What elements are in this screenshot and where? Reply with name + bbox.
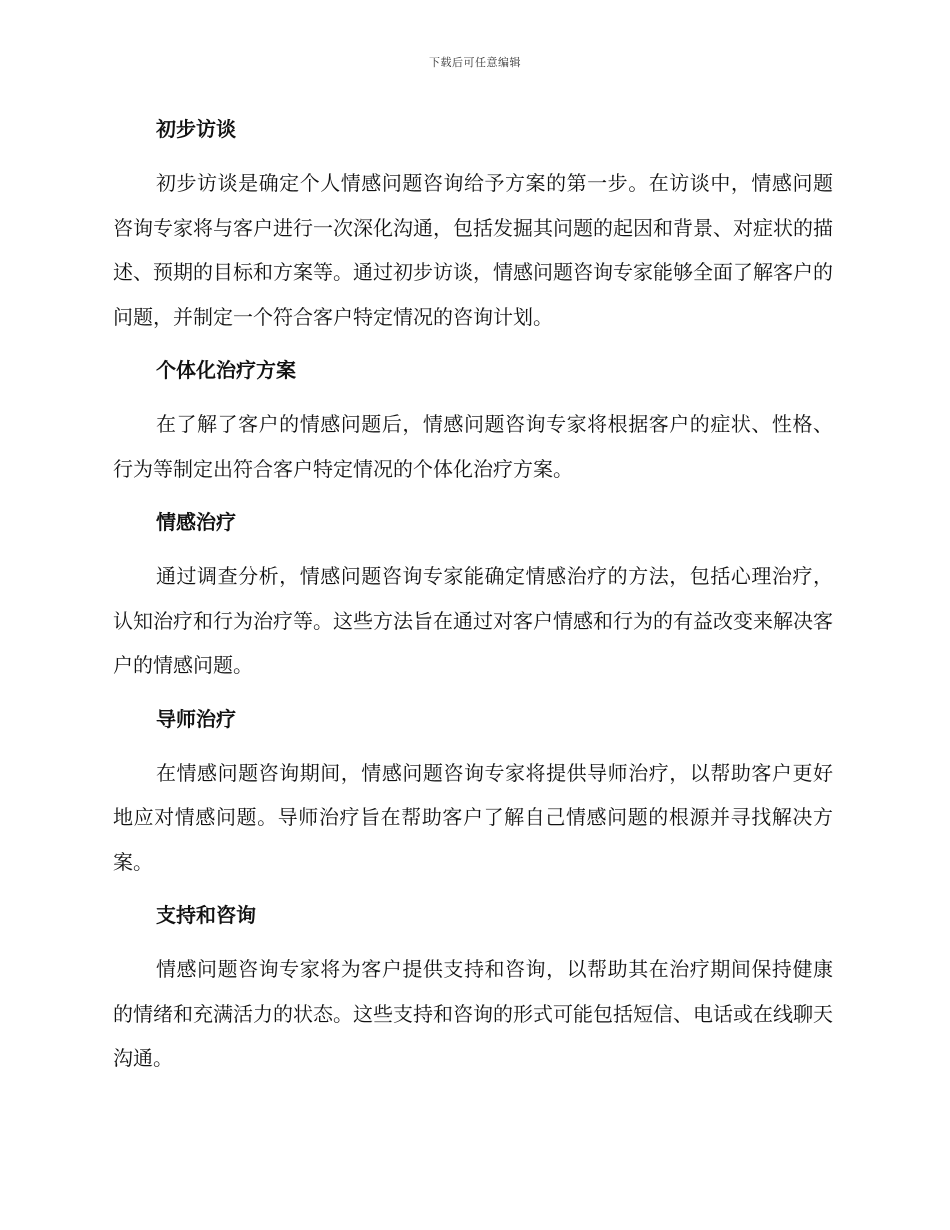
section-heading-emotional-therapy: 情感治疗: [156, 510, 236, 534]
section-heading-mentor-therapy: 导师治疗: [156, 706, 236, 731]
section-paragraph-mentor-therapy: 在情感问题咨询期间，情感问题咨询专家将提供导师治疗，以帮助客户更好地应对情感问题。导师治疗旨在帮助客户了解自己情感问题的根源并寻找解决方案。: [113, 760, 833, 874]
section-heading-personalized-plan: 个体化治疗方案: [156, 358, 296, 382]
document-body: [113, 112, 833, 1081]
section-paragraph-emotional-therapy: 通过调查分析，情感问题咨询专家能确定情感治疗的方法，包括心理治疗，认知治疗和行为治疗等。这些方法旨在通过对客户情感和行为的有益改变来解决客户的情感问题。: [113, 564, 833, 677]
section-heading-support-consulting: 支持和咨询: [156, 903, 256, 927]
section-paragraph-initial-interview: 初步访谈是确定个人情感问题咨询给予方案的第一步。在访谈中，情感问题咨询专家将与客户进行一次深化沟通，包括发掘其问题的起因和背景、对症状的描述、预期的目标和方案等。通过初步访谈，情感问题咨询专家能够全面了解客户的问题，并制定一个符合客户特定情况的咨询计划。: [113, 171, 833, 329]
section-paragraph-support-consulting: 情感问题咨询专家将为客户提供支持和咨询，以帮助其在治疗期间保持健康的情绪和充满活力的状态。这些支持和咨询的形式可能包括短信、电话或在线聊天沟通。: [113, 957, 833, 1070]
section-paragraph-personalized-plan: 在了解了客户的情感问题后，情感问题咨询专家将根据客户的症状、性格、行为等制定出符合客户特定情况的个体化治疗方案。: [113, 412, 833, 481]
section-heading-initial-interview: 初步访谈: [156, 117, 236, 141]
page-header: 下载后可任意编辑: [429, 56, 521, 69]
